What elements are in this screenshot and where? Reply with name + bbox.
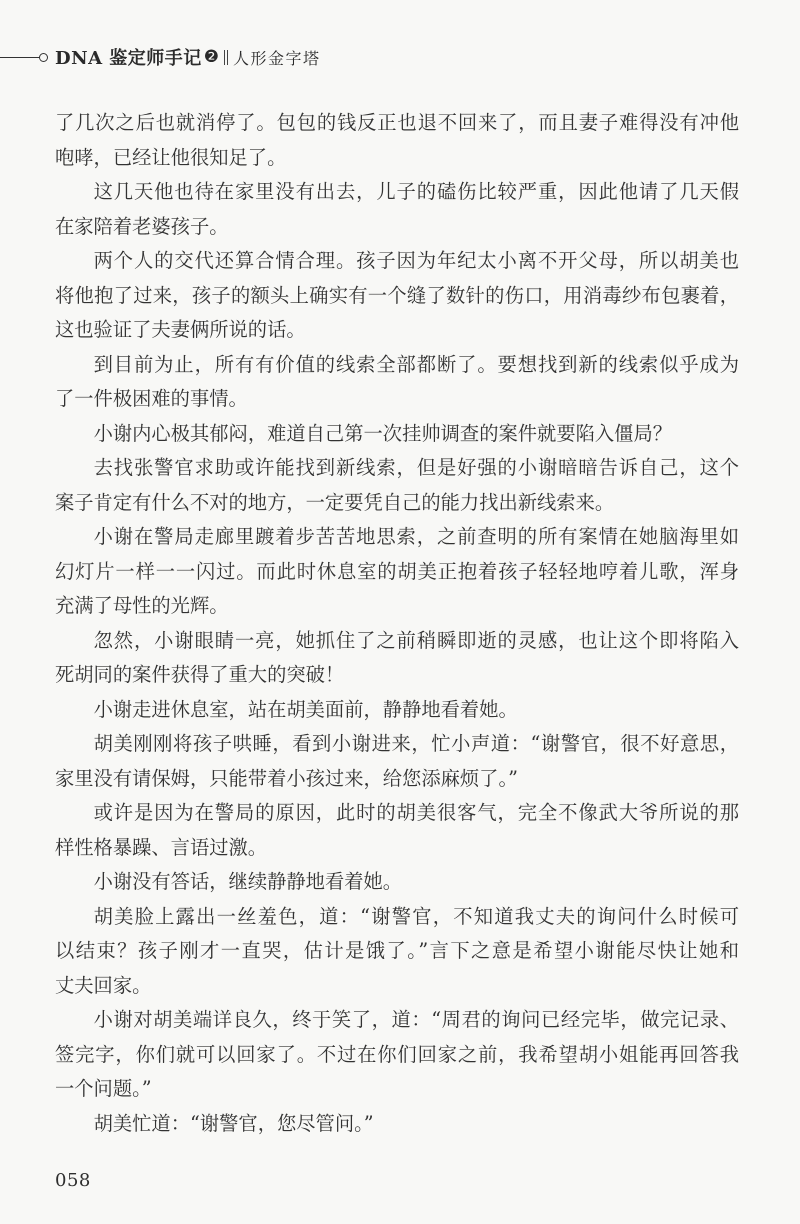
paragraph (55, 417, 739, 452)
book-subtitle: 人形金字塔 (233, 48, 321, 68)
text-line: 胡美脸上露出一丝羞色，道：“谢警官，不知道我丈夫的询问什么时候可 (93, 904, 739, 928)
text-line: 将他抱了过来，孩子的额头上确实有一个缝了数针的伤口，用消毒纱布包裹着， (55, 283, 739, 307)
header-separator (224, 50, 228, 65)
paragraph (55, 106, 739, 175)
book-title: DNA 鉴定师手记 (55, 48, 202, 69)
text-line: 忽然，小谢眼睛一亮，她抓住了之前稍瞬即逝的灵感，也让这个即将陷入 (93, 628, 739, 652)
text-line: 到目前为止，所有有价值的线索全部都断了。要想找到新的线索似乎成为 (93, 352, 739, 376)
text-line: 充满了母性的光辉。 (55, 594, 229, 617)
text-line: 家里没有请保姆，只能带着小孩过来，给您添麻烦了。” (55, 766, 518, 790)
paragraph (55, 1107, 739, 1142)
text-line: 小谢对胡美端详良久，终于笑了，道：“周君的询问已经完毕，做完记录、 (93, 1008, 739, 1031)
running-header (0, 44, 321, 70)
paragraph (55, 624, 739, 693)
paragraph (55, 865, 739, 900)
text-line: 去找张警官求助或许能找到新线索，但是好强的小谢暗暗告诉自己，这个 (93, 456, 739, 479)
text-line: 这也验证了夫妻俩所说的话。 (55, 318, 306, 341)
body-text (55, 106, 739, 1141)
paragraph (55, 348, 739, 417)
text-line: 小谢没有答话，继续静静地看着她。 (93, 870, 403, 893)
text-line: 签完字，你们就可以回家了。不过在你们回家之前，我希望胡小姐能再回答我 (55, 1042, 739, 1066)
text-line: 或许是因为在警局的原因，此时的胡美很客气，完全不像武大爷所说的那 (93, 801, 739, 824)
paragraph (55, 175, 739, 244)
paragraph (55, 796, 739, 865)
paragraph (55, 244, 739, 348)
text-line: 小谢内心极其郁闷，难道自己第一次挂帅调查的案件就要陷入僵局？ (93, 421, 673, 445)
page-number: 058 (55, 1170, 91, 1191)
text-line: 这几天他也待在家里没有出去，儿子的磕伤比较严重，因此他请了几天假 (93, 180, 739, 203)
text-line: 以结束？孩子刚才一直哭，估计是饿了。”言下之意是希望小谢能尽快让她和 (55, 939, 739, 962)
text-line: 小谢走进休息室，站在胡美面前，静静地看着她。 (93, 697, 518, 721)
paragraph (55, 1003, 739, 1107)
paragraph (55, 520, 739, 624)
text-line: 在家陪着老婆孩子。 (55, 214, 229, 238)
text-line: 咆哮，已经让他很知足了。 (55, 145, 287, 169)
text-line: 胡美刚刚将孩子哄睡，看到小谢进来，忙小声道：“谢警官，很不好意思， (93, 732, 739, 755)
text-line: 样性格暴躁、言语过激。 (55, 835, 268, 859)
paragraph (55, 451, 739, 520)
paragraph (55, 693, 739, 728)
paragraph (55, 900, 739, 1004)
text-line: 死胡同的案件获得了重大的突破！ (55, 663, 345, 686)
text-line: 小谢在警局走廊里踱着步苦苦地思索，之前查明的所有案情在她脑海里如 (93, 525, 739, 548)
text-line: 了一件极困难的事情。 (55, 387, 248, 410)
text-line: 丈夫回家。 (55, 973, 152, 997)
volume-number-badge: ❷ (203, 46, 220, 67)
paragraph (55, 727, 739, 796)
text-line: 幻灯片一样一一闪过。而此时休息室的胡美正抱着孩子轻轻地哼着儿歌，浑身 (55, 559, 739, 583)
text-line: 一个问题。” (55, 1077, 152, 1100)
text-line: 两个人的交代还算合情合理。孩子因为年纪太小离不开父母，所以胡美也 (93, 249, 739, 272)
text-line: 案子肯定有什么不对的地方，一定要凭自己的能力找出新线索来。 (55, 490, 615, 514)
header-rule (0, 57, 40, 58)
text-line: 了几次之后也就消停了。包包的钱反正也退不回来了，而且妻子难得没有冲他 (55, 111, 739, 134)
header-circle-ornament (39, 53, 48, 62)
text-line: 胡美忙道：“谢警官，您尽管问。” (93, 1111, 374, 1135)
